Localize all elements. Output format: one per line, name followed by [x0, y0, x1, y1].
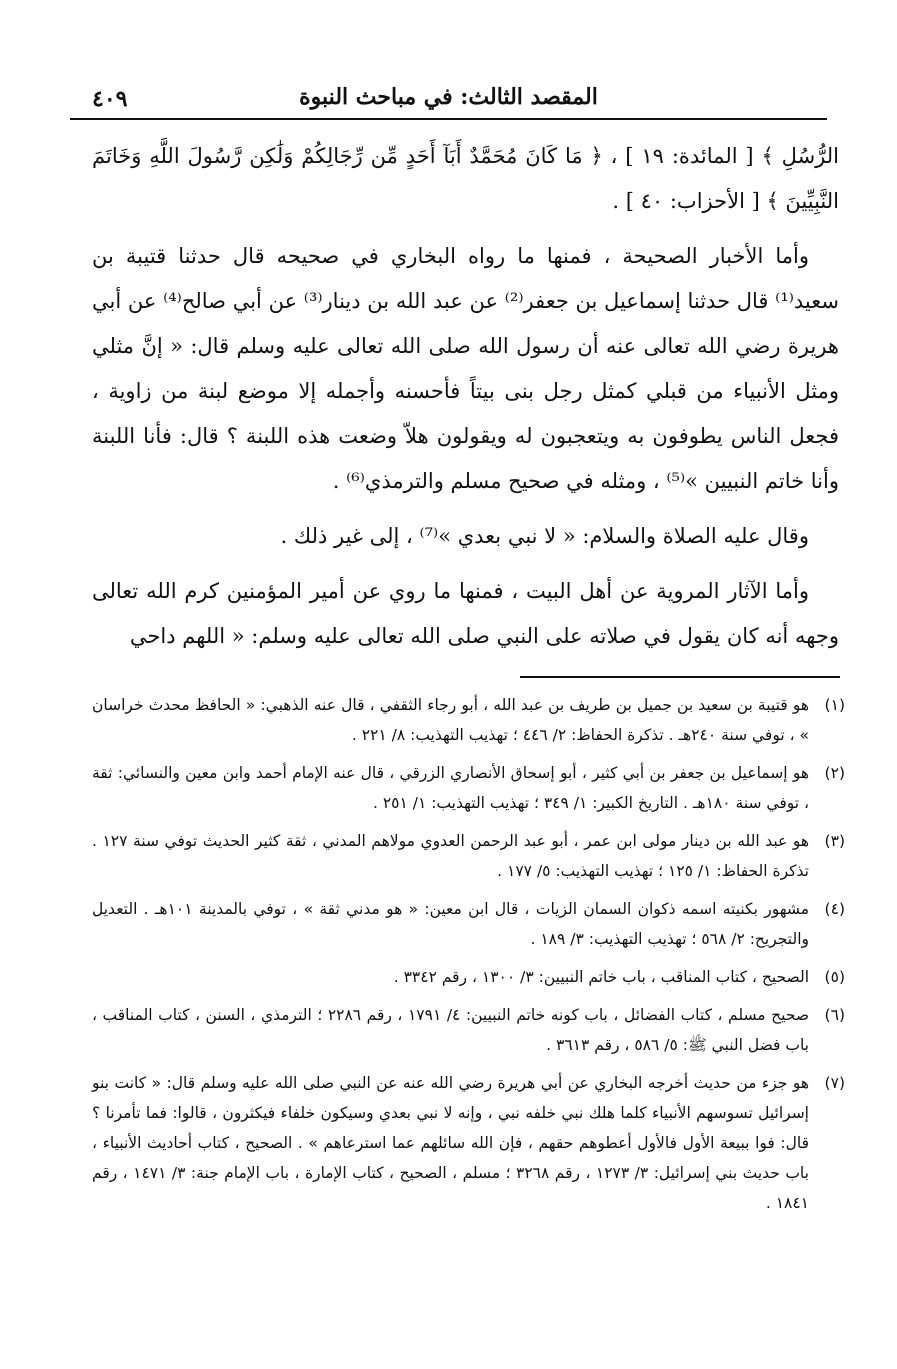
paragraph-sahih-reports: وأما الأخبار الصحيحة ، فمنها ما رواه البخاري في صحيحه قال حدثنا قتيبة بن سعيد⁽¹⁾ قال حدثنا إسماعيل بن جعفر⁽²⁾ عن عبد الله بن دينار⁽³⁾ عن أبي صالح⁽⁴⁾ عن أبي هريرة رضي الله تعالى عنه أن رسول الله صلى الله تعالى عليه وسلم قال: « إنَّ مثلي ومثل الأنبياء من قبلي كمثل رجل بنى بيتاً فأحسنه وأجمله إلا موضع لبنة من زاوية ، فجعل الناس يطوفون به ويتعجبون له ويقولون هلاّ وضعت هذه اللبنة ؟ قال: فأنا اللبنة وأنا خاتم النبيين »⁽⁵⁾ ، ومثله في صحيح مسلم والترمذي⁽⁶⁾ .: [92, 244, 839, 493]
footnote-text: هو عبد الله بن دينار مولى ابن عمر ، أبو عبد الرحمن العدوي مولاهم المدني ، ثقة كثير الحديث توفي سنة ١٢٧ . تذكرة الحفاظ: ١/ ١٢٥ ؛ تهذيب التهذيب: ٥/ ١٧٧ .: [92, 832, 810, 880]
footnote-number: (١): [824, 696, 845, 714]
header-rule: [70, 118, 827, 120]
footnote: [92, 1068, 845, 1218]
footnote-number: (٢): [824, 764, 845, 782]
page-header: [70, 78, 827, 120]
footnote: [92, 962, 845, 992]
main-text: [92, 134, 839, 669]
footnote-number: (٥): [824, 968, 845, 986]
page-number: ٤٠٩: [92, 86, 128, 112]
footnote-text: الصحيح ، كتاب المناقب ، باب خاتم النبيين: ٣/ ١٣٠٠ ، رقم ٣٣٤٢ .: [393, 968, 809, 986]
footnote-number: (٧): [824, 1074, 845, 1092]
footnote-number: (٤): [824, 900, 845, 918]
paragraph-no-prophet-after: وقال عليه الصلاة والسلام: « لا نبي بعدي »⁽⁷⁾ ، إلى غير ذلك .: [280, 524, 809, 548]
footnote: [92, 1000, 845, 1060]
running-title: المقصد الثالث: في مباحث النبوة: [299, 84, 598, 110]
footnote-separator: [520, 676, 840, 678]
paragraph-ahl-al-bayt: وأما الآثار المروية عن أهل البيت ، فمنها ما روي عن أمير المؤمنين كرم الله تعالى وجهه أنه كان يقول في صلاته على النبي صلى الله تعالى عليه وسلم: « اللهم داحي: [92, 579, 839, 648]
footnote-text: هو قتيبة بن سعيد بن جميل بن طريف بن عبد الله ، أبو رجاء الثقفي ، قال عنه الذهبي: « الحافظ محدث خراسان » ، توفي سنة ٢٤٠هـ . تذكرة الحفاظ: ٢/ ٤٤٦ ؛ تهذيب التهذيب: ٨/ ٢٢١ .: [92, 696, 809, 744]
footnote-number: (٣): [824, 832, 845, 850]
footnote-text: مشهور بكنيته اسمه ذكوان السمان الزيات ، قال ابن معين: « هو مدني ثقة » ، توفي بالمدينة ١٠١هـ . التعديل والتجريح: ٢/ ٥٦٨ ؛ تهذيب التهذيب: ٣/ ١٨٩ .: [92, 900, 809, 948]
footnote-text: صحيح مسلم ، كتاب الفضائل ، باب كونه خاتم النبيين: ٤/ ١٧٩١ ، رقم ٢٢٨٦ ؛ الترمذي ، السنن ، كتاب المناقب ، باب فضل النبي ﷺ: ٥/ ٥٨٦ ، رقم ٣٦١٣ .: [92, 1006, 809, 1054]
footnote: [92, 826, 845, 886]
footnote-text: هو جزء من حديث أخرجه البخاري عن أبي هريرة رضي الله عنه عن النبي صلى الله عليه وسلم قال: « كانت بنو إسرائيل تسوسهم الأنبياء كلما هلك نبي خلفه نبي ، وإنه لا نبي بعدي وسيكون خلفاء فيكثرون ، قالوا: فما تأمرنا ؟ قال: فوا ببيعة الأول فالأول أعطوهم حقهم ، فإن الله سائلهم عما استرعاهم » . الصحيح ، كتاب أحاديث الأنبياء ، باب حديث بني إسرائيل: ٣/ ١٢٧٣ ، رقم ٣٢٦٨ ؛ مسلم ، الصحيح ، كتاب الإمارة ، باب الإمام جنة: ٣/ ١٤٧١ ، رقم ١٨٤١ .: [92, 1074, 809, 1212]
footnote: [92, 894, 845, 954]
footnote-text: هو إسماعيل بن جعفر بن أبي كثير ، أبو إسحاق الأنصاري الزرقي ، قال عنه الإمام أحمد وابن معين والنسائي: ثقة ، توفي سنة ١٨٠هـ . التاريخ الكبير: ١/ ٣٤٩ ؛ تهذيب التهذيب: ١/ ٢٥١ .: [92, 764, 809, 812]
footnote-number: (٦): [824, 1006, 845, 1024]
footnote: [92, 758, 845, 818]
footnote: [92, 690, 845, 750]
footnotes: [92, 690, 845, 1226]
paragraph-quran-verses: الرُّسُلِ ﴾ [ المائدة: ١٩ ] ، ﴿ مَا كَانَ مُحَمَّدٌ أَبَآ أَحَدٍ مِّن رِّجَالِكُمْ وَلَٰكِن رَّسُولَ اللَّهِ وَخَاتَمَ النَّبِيِّينَ ﴾ [ الأحزاب: ٤٠ ] .: [92, 144, 839, 213]
